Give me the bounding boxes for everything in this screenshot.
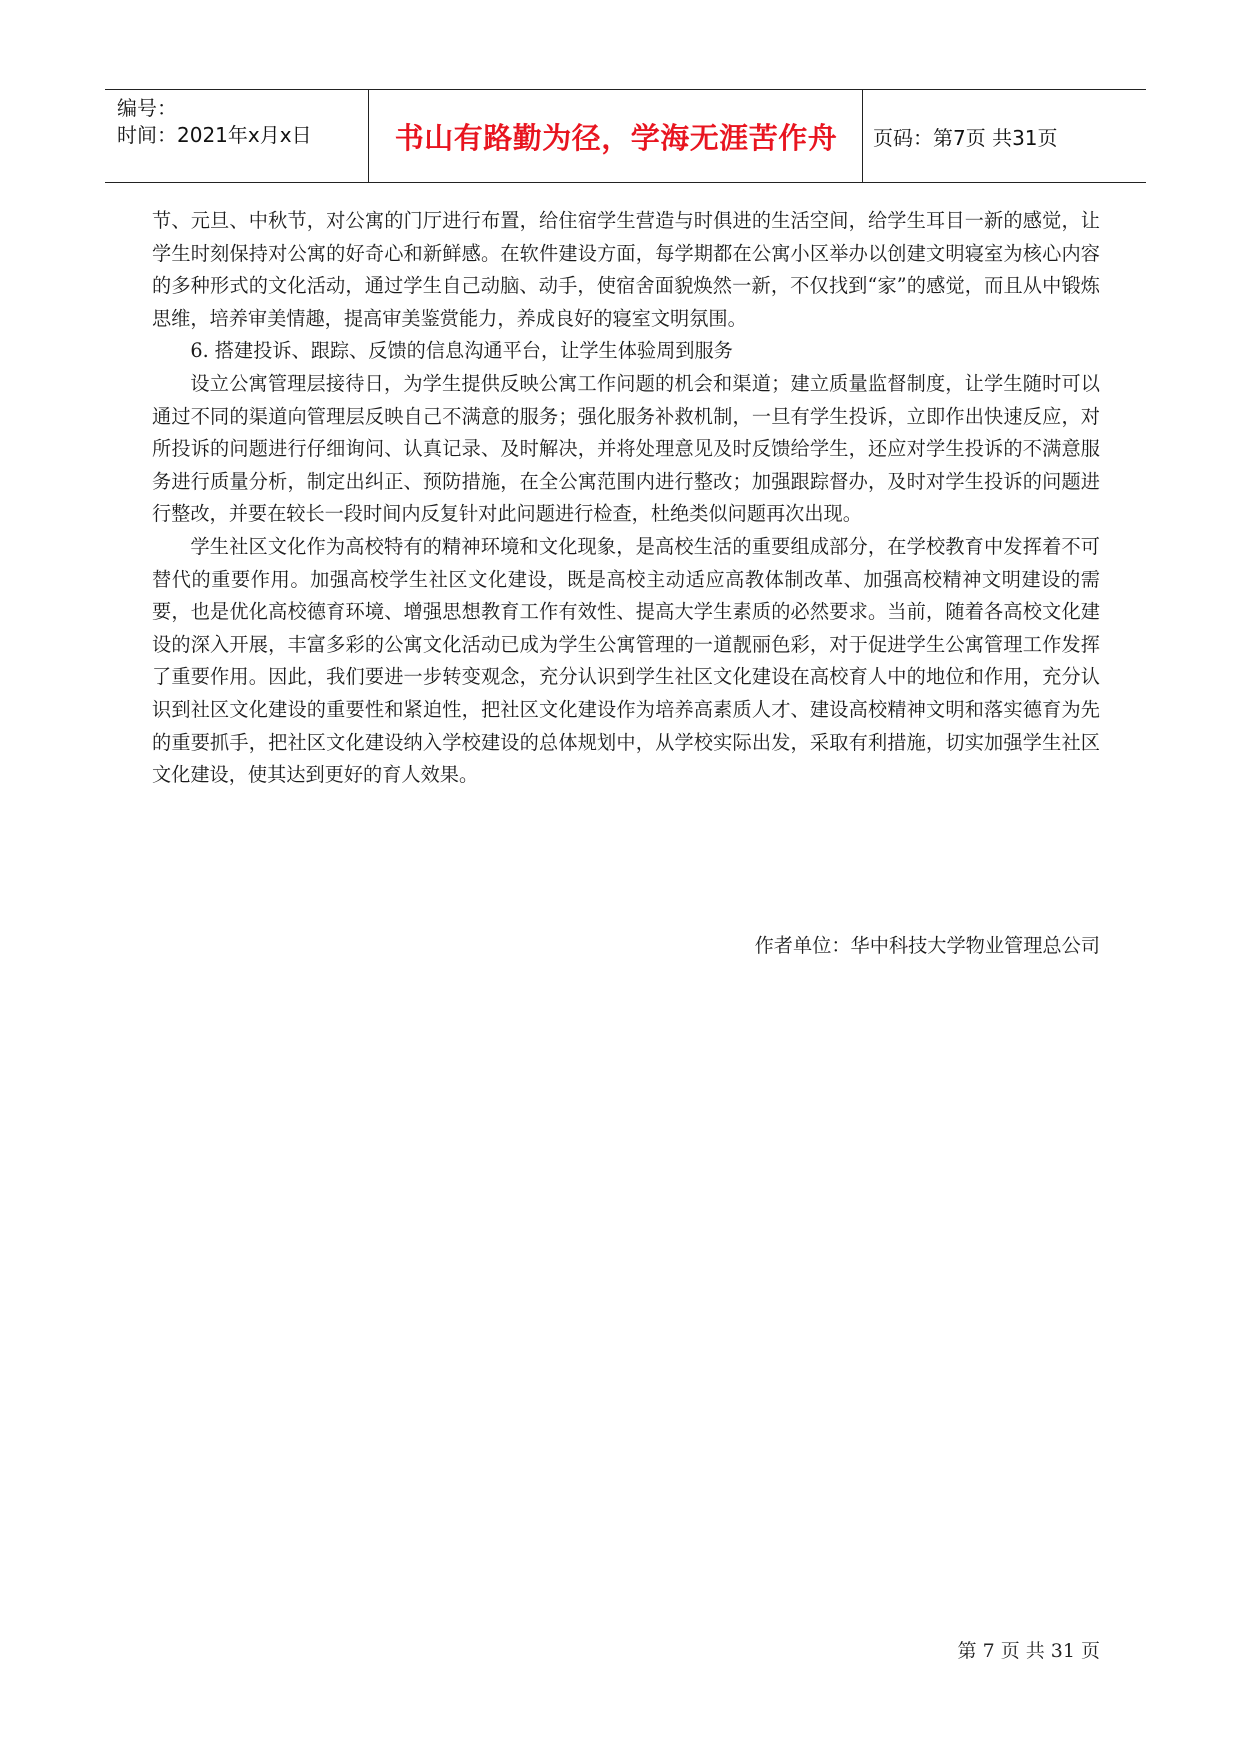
page-header bbox=[105, 89, 1146, 183]
header-page-label: 页码：第7页 共31页 bbox=[873, 125, 1058, 150]
section-heading: 6. 搭建投诉、跟踪、反馈的信息沟通平台，让学生体验周到服务 bbox=[190, 339, 733, 363]
header-motto: 书山有路勤为径，学海无涯苦作舟 bbox=[394, 120, 838, 155]
paragraph-continued: 节、元旦、中秋节，对公寓的门厅进行布置，给住宿学生营造与时俱进的生活空间，给学生耳目一新的感觉，让学生时刻保持对公寓的好奇心和新鲜感。在软件建设方面，每学期都在公寓小区举办以创建文明寝室为核心内容的多种形式的文化活动，通过学生自己动脑、动手，使宿舍面貌焕然一新，不仅找到“家”的感觉，而且从中锻炼思维，培养审美情趣，提高审美鉴赏能力，养成良好的寝室文明氛围。 bbox=[152, 209, 1100, 330]
header-divider-left bbox=[368, 90, 369, 182]
document-body bbox=[152, 205, 1100, 792]
author-unit: 作者单位：华中科技大学物业管理总公司 bbox=[754, 934, 1100, 957]
header-time-label: 时间：2021年x月x日 bbox=[117, 123, 312, 147]
paragraph-conclusion: 学生社区文化作为高校特有的精神环境和文化现象，是高校生活的重要组成部分，在学校教育中发挥着不可替代的重要作用。加强高校学生社区文化建设，既是高校主动适应高教体制改革、加强高校精神文明建设的需要，也是优化高校德育环境、增强思想教育工作有效性、提高大学生素质的必然要求。当前，随着各高校文化建设的深入开展，丰富多彩的公寓文化活动已成为学生公寓管理的一道靓丽色彩，对于促进学生公寓管理工作发挥了重要作用。因此，我们要进一步转变观念，充分认识到学生社区文化建设在高校育人中的地位和作用，充分认识到社区文化建设的重要性和紧迫性，把社区文化建设作为培养高素质人才、建设高校精神文明和落实德育为先的重要抓手，把社区文化建设纳入学校建设的总体规划中，从学校实际出发，采取有利措施，切实加强学生社区文化建设，使其达到更好的育人效果。 bbox=[152, 534, 1100, 787]
header-meta bbox=[117, 90, 371, 182]
header-number-label: 编号： bbox=[117, 96, 177, 120]
paragraph-complaint-platform: 设立公寓管理层接待日，为学生提供反映公寓工作问题的机会和渠道；建立质量监督制度，让学生随时可以通过不同的渠道向管理层反映自己不满意的服务；强化服务补救机制，一旦有学生投诉，立即作出快速反应，对所投诉的问题进行仔细询问、认真记录、及时解决，并将处理意见及时反馈给学生，还应对学生投诉的不满意服务进行质量分析，制定出纠正、预防措施，在全公寓范围内进行整改；加强跟踪督办，及时对学生投诉的问题进行整改，并要在较长一段时间内反复针对此问题进行检查，杜绝类似问题再次出现。 bbox=[152, 371, 1100, 526]
header-divider-right bbox=[862, 90, 863, 182]
page-footer: 第 7 页 共 31 页 bbox=[957, 1640, 1100, 1662]
